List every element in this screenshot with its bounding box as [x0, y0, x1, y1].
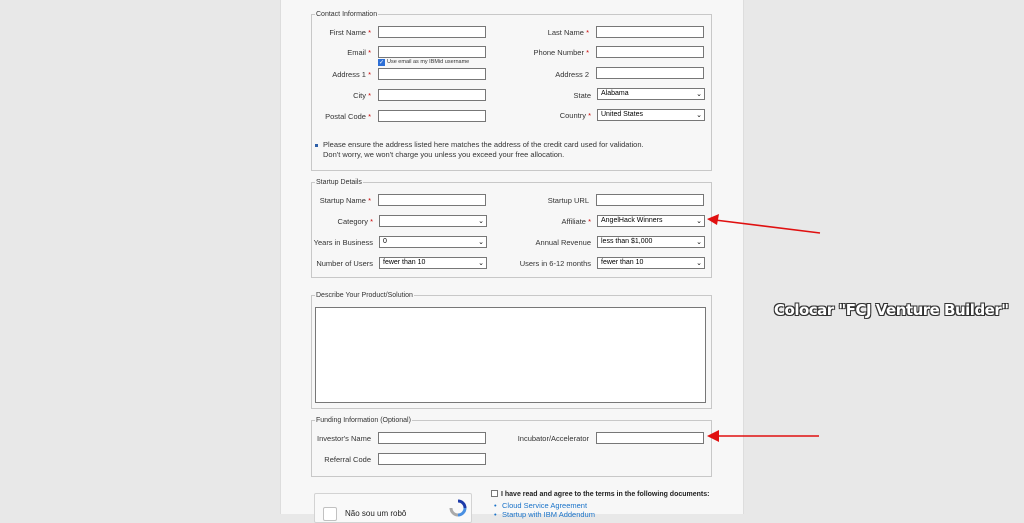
revenue-label: Annual Revenue — [535, 238, 591, 247]
use-email-label: Use email as my IBMid username — [387, 59, 470, 65]
address-note: Please ensure the address listed here matches the address of the credit card used for validation. Don't worry, we won't charge you unless you exceed your free allocation. — [323, 140, 644, 159]
city-input[interactable] — [378, 89, 486, 101]
revenue-select[interactable]: less than $1,000 ⌄ — [597, 236, 705, 248]
incubator-label: Incubator/Accelerator — [517, 434, 589, 443]
incubator-input[interactable] — [596, 432, 704, 444]
investor-input[interactable] — [378, 432, 486, 444]
chevron-down-icon: ⌄ — [696, 112, 702, 119]
chevron-down-icon: ⌄ — [696, 260, 702, 267]
terms-label: I have read and agree to the terms in the following documents: — [501, 491, 710, 498]
years-select[interactable]: 0 ⌄ — [379, 236, 487, 248]
address1-label: Address 1 * — [332, 70, 371, 79]
city-label: City * — [353, 91, 371, 100]
use-email-checkbox[interactable] — [378, 59, 385, 66]
state-label: State — [573, 91, 591, 100]
users-6-12-select[interactable]: fewer than 10 ⌄ — [597, 257, 705, 269]
investor-label: Investor's Name — [317, 434, 371, 443]
terms-bullet-1: • — [494, 501, 497, 510]
affiliate-select[interactable]: AngelHack Winners ⌄ — [597, 215, 705, 227]
chevron-down-icon: ⌄ — [696, 218, 702, 225]
cloud-service-agreement-link[interactable]: Cloud Service Agreement — [502, 501, 588, 510]
recaptcha-logo-icon — [449, 499, 467, 517]
postal-label: Postal Code * — [325, 112, 371, 121]
category-select[interactable] — [379, 215, 487, 227]
chevron-down-icon: ⌄ — [696, 239, 702, 246]
country-label: Country * — [559, 111, 591, 120]
phone-input[interactable] — [596, 46, 704, 58]
users-label: Number of Users — [316, 259, 373, 268]
state-select[interactable]: Alabama ⌄ — [597, 88, 705, 100]
email-label: Email * — [347, 48, 371, 57]
startup-url-input[interactable] — [596, 194, 704, 206]
startup-name-input[interactable] — [378, 194, 486, 206]
category-label: Category * — [337, 217, 373, 226]
referral-input[interactable] — [378, 453, 486, 465]
email-input[interactable] — [378, 46, 486, 58]
last-name-input[interactable] — [596, 26, 704, 38]
arrow-incubator-annotation — [705, 428, 823, 444]
users-6-12-label: Users in 6-12 months — [519, 259, 591, 268]
chevron-down-icon: ⌄ — [478, 239, 484, 246]
startup-name-label: Startup Name * — [319, 196, 371, 205]
country-select[interactable]: United States ⌄ — [597, 109, 705, 121]
address2-label: Address 2 — [555, 70, 589, 79]
terms-checkbox[interactable] — [491, 490, 498, 497]
recaptcha-box — [314, 493, 472, 523]
phone-label: Phone Number * — [533, 48, 589, 57]
address1-input[interactable] — [378, 68, 486, 80]
funding-fieldset — [311, 417, 712, 477]
chevron-down-icon: ⌄ — [478, 218, 484, 225]
startup-addendum-link[interactable]: Startup with IBM Addendum — [502, 510, 595, 519]
chevron-down-icon: ⌄ — [696, 91, 702, 98]
recaptcha-checkbox[interactable] — [323, 507, 337, 521]
chevron-down-icon: ⌄ — [478, 260, 484, 267]
affiliate-label: Affiliate * — [561, 217, 591, 226]
signup-form-page — [280, 0, 744, 519]
contact-legend: Contact Information — [316, 11, 378, 18]
last-name-label: Last Name * — [547, 28, 589, 37]
years-label: Years in Business — [313, 238, 373, 247]
address2-input[interactable] — [596, 67, 704, 79]
info-bullet-icon — [315, 144, 318, 147]
postal-input[interactable] — [378, 110, 486, 122]
first-name-input[interactable] — [378, 26, 486, 38]
terms-bullet-2: • — [494, 510, 497, 519]
first-name-label: First Name * — [329, 28, 371, 37]
recaptcha-label: Não sou um robô — [345, 509, 407, 518]
startup-url-label: Startup URL — [547, 196, 589, 205]
annotation-text: Colocar "FCJ Venture Builder" — [774, 301, 1009, 319]
startup-legend: Startup Details — [316, 179, 362, 186]
referral-label: Referral Code — [324, 455, 371, 464]
describe-legend: Describe Your Product/Solution — [316, 292, 413, 299]
funding-legend: Funding Information (Optional) — [316, 417, 411, 424]
describe-textarea[interactable] — [315, 307, 706, 403]
users-select[interactable]: fewer than 10 ⌄ — [379, 257, 487, 269]
arrow-affiliate-annotation — [705, 212, 825, 238]
